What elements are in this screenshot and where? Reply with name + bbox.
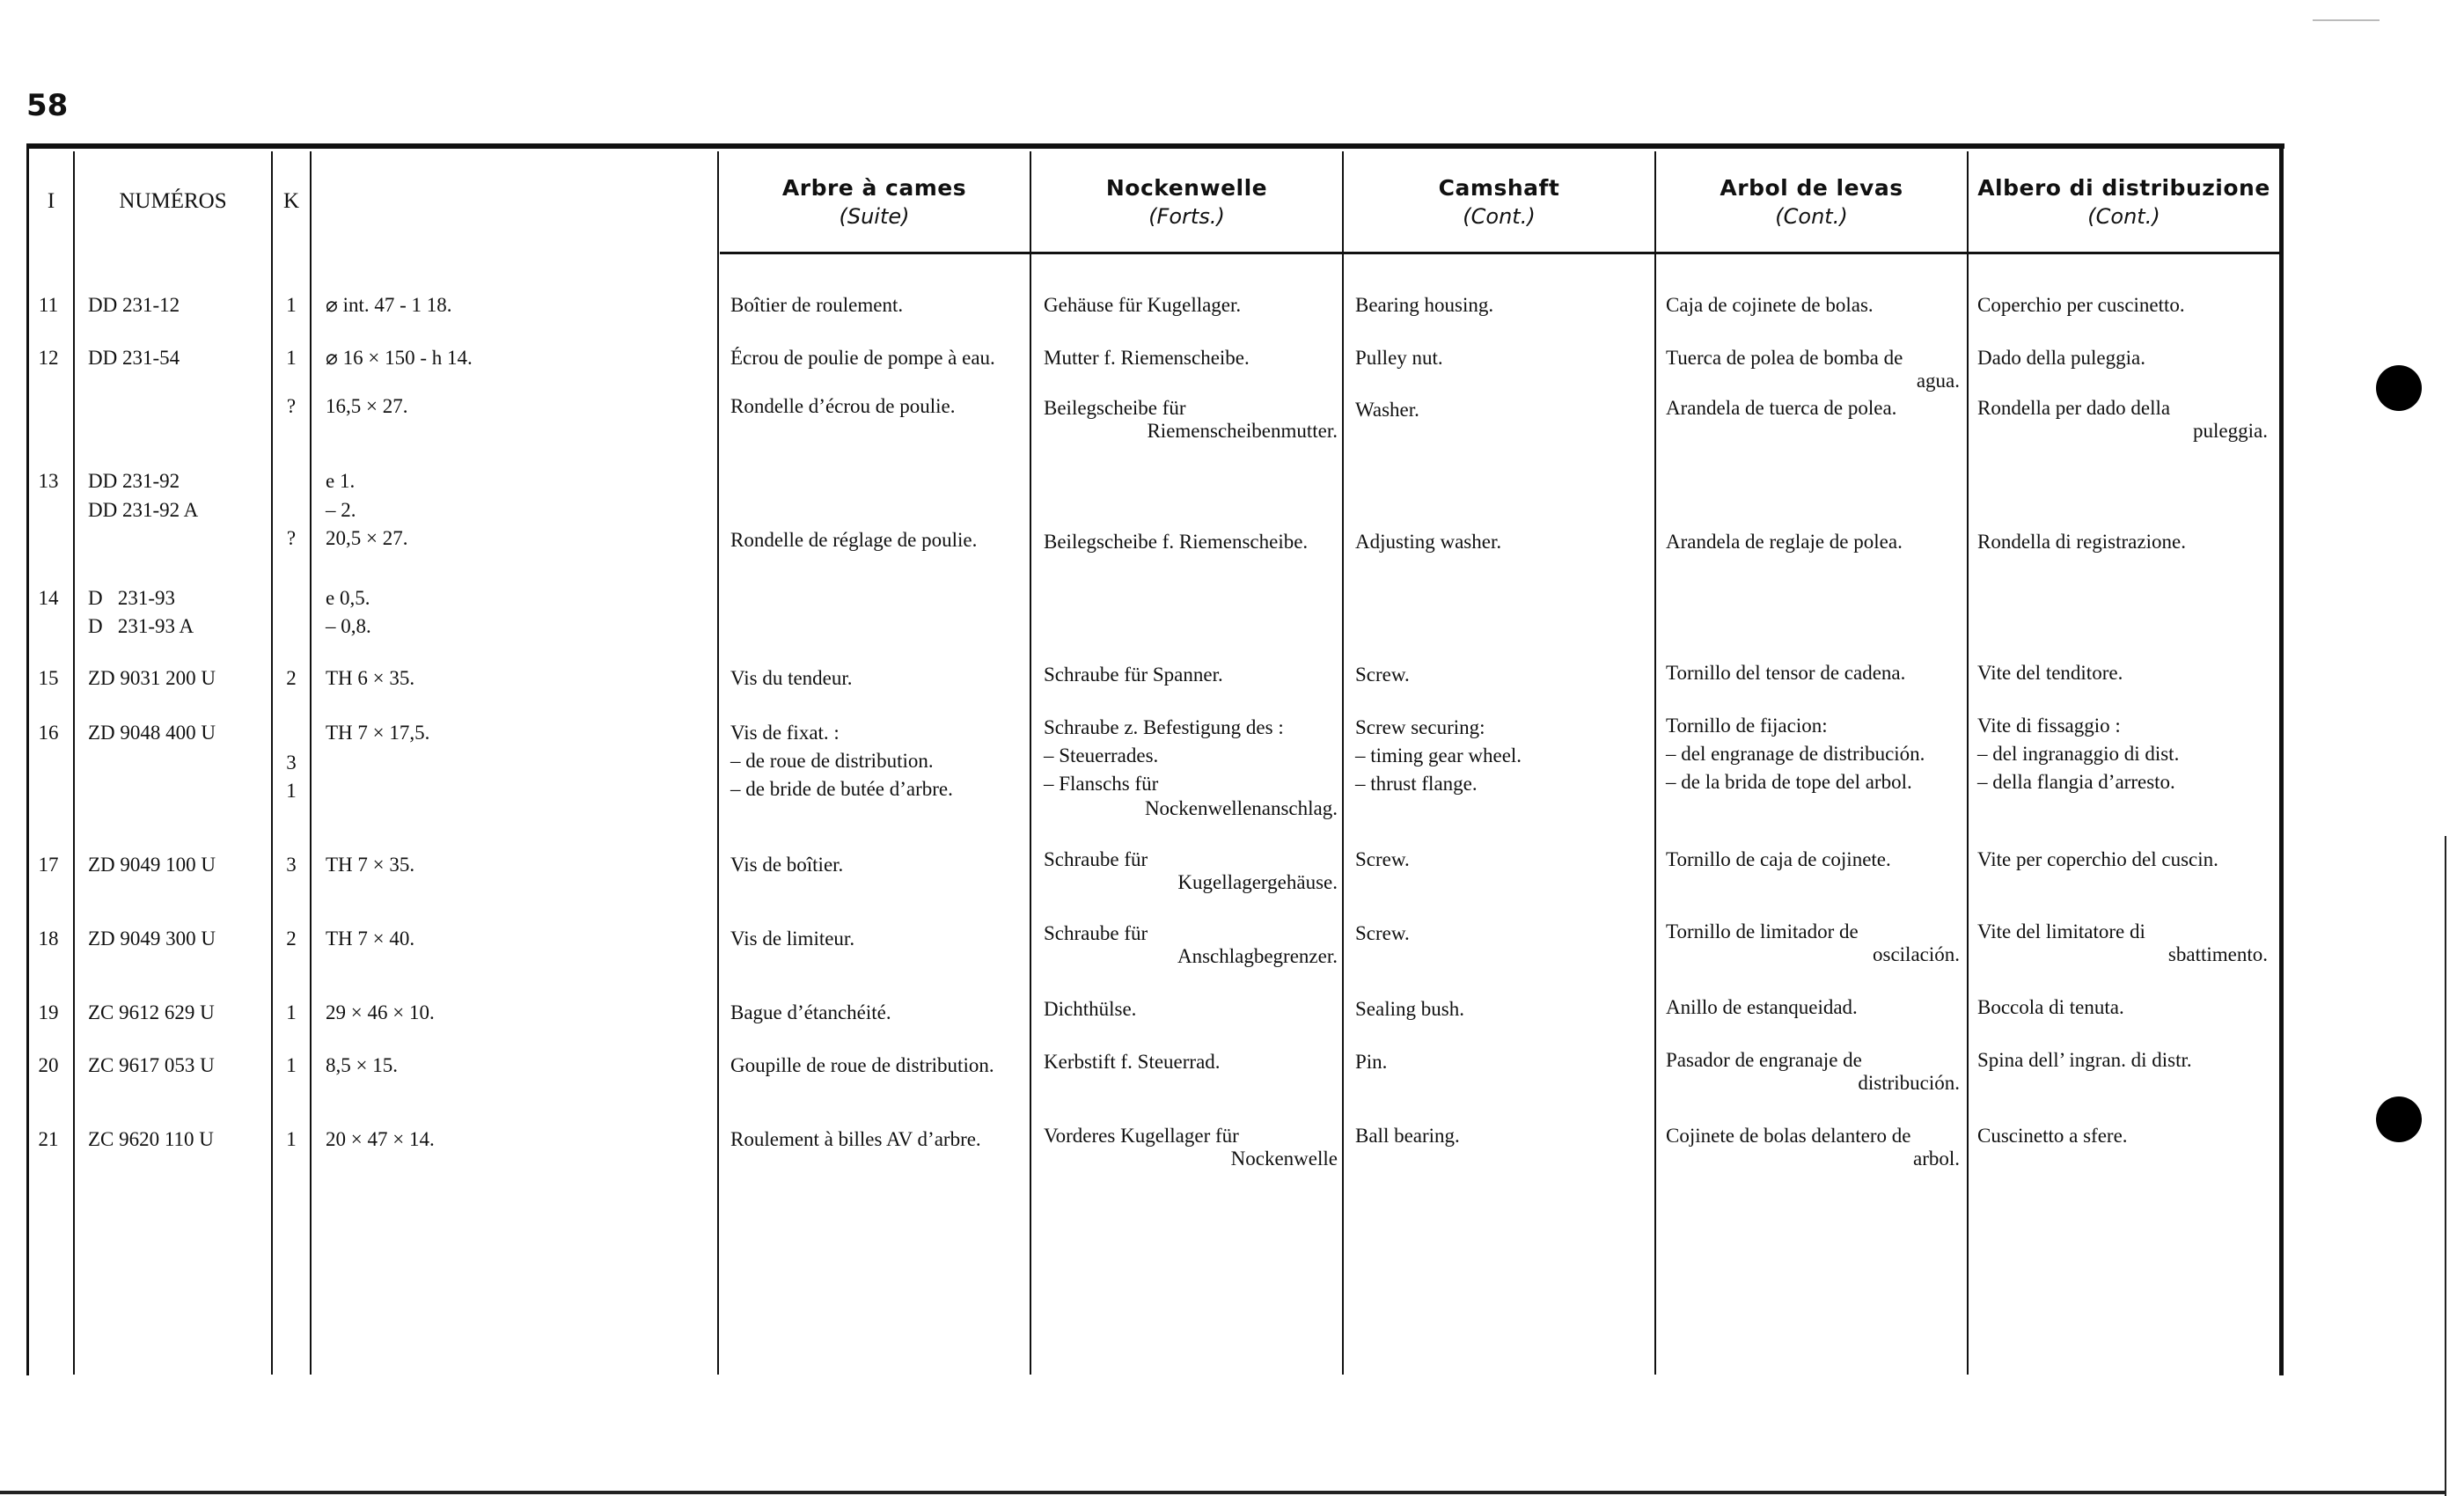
- header-spanish: [1656, 151, 1967, 252]
- header-french-sub: (Suite): [839, 203, 910, 229]
- german-description-cont: Nockenwelle: [1230, 1148, 1338, 1170]
- row-index: 19: [38, 1001, 59, 1023]
- french-description: Vis de fixat. :: [730, 722, 840, 744]
- german-description: Schraube für: [1044, 922, 1148, 944]
- top-rule: [2313, 19, 2380, 21]
- spanish-description: Cojinete de bolas delantero de: [1666, 1125, 1911, 1147]
- italian-description-cont: puleggia.: [2193, 420, 2268, 442]
- specification: ⌀ 16 × 150 - h 14.: [326, 347, 473, 369]
- header-italian-sub: (Cont.): [2087, 203, 2160, 229]
- french-description: Vis de boîtier.: [730, 854, 844, 876]
- spanish-description-cont: agua.: [1916, 370, 1960, 392]
- header-italian-title: Albero di distribuzione: [1977, 174, 2270, 201]
- quantity: 1: [286, 1054, 297, 1076]
- english-description: Sealing bush.: [1355, 998, 1464, 1020]
- french-description: Vis de limiteur.: [730, 928, 855, 950]
- german-description: Mutter f. Riemenscheibe.: [1044, 347, 1250, 369]
- header-french: [719, 151, 1030, 252]
- column-divider: [310, 151, 312, 1375]
- header-english-sub: (Cont.): [1463, 203, 1536, 229]
- italian-description: Rondella di registrazione.: [1977, 531, 2186, 553]
- spanish-description: – de la brida de tope del arbol.: [1666, 771, 1912, 793]
- french-description: Rondelle d’écrou de poulie.: [730, 395, 956, 417]
- header-english-title: Camshaft: [1438, 174, 1560, 201]
- german-description-cont: Nockenwellenanschlag.: [1144, 797, 1338, 819]
- part-number: ZD 9031 200 U: [88, 667, 216, 689]
- italian-description: Vite del limitatore di: [1977, 920, 2145, 942]
- quantity: ?: [286, 395, 297, 417]
- spanish-description: Caja de cojinete de bolas.: [1666, 294, 1874, 316]
- german-description: Dichthülse.: [1044, 998, 1137, 1020]
- specification: 20,5 × 27.: [326, 527, 408, 549]
- column-divider: [271, 151, 273, 1375]
- quantity: 1: [286, 780, 297, 802]
- italian-description-cont: sbattimento.: [2167, 943, 2268, 965]
- column-divider: [717, 151, 719, 1375]
- quantity: 1: [286, 294, 297, 316]
- german-description: Schraube z. Befestigung des :: [1044, 716, 1284, 738]
- italian-description: Vite per coperchio del cuscin.: [1977, 848, 2218, 870]
- german-description: Schraube für: [1044, 848, 1148, 870]
- english-description: Screw.: [1355, 922, 1410, 944]
- frame-right-border: [2279, 143, 2284, 1375]
- header-german: [1031, 151, 1342, 252]
- header-rule: [720, 252, 2281, 254]
- part-number: DD 231-54: [88, 347, 180, 369]
- german-description: Beilegscheibe für: [1044, 397, 1186, 419]
- header-k: K: [282, 189, 300, 213]
- french-description: Goupille de roue de distribution.: [730, 1054, 994, 1076]
- quantity: 1: [286, 1128, 297, 1150]
- specification-variant: – 2.: [326, 499, 356, 521]
- row-index: 21: [38, 1128, 59, 1150]
- spanish-description-cont: oscilación.: [1873, 943, 1960, 965]
- part-number: DD 231-92: [88, 470, 180, 492]
- italian-description: Vite di fissaggio :: [1977, 715, 2121, 737]
- column-divider: [1030, 151, 1031, 1375]
- french-description: – de roue de distribution.: [730, 750, 934, 772]
- column-divider: [1654, 151, 1656, 1375]
- quantity: ?: [286, 527, 297, 549]
- specification: e 0,5.: [326, 587, 370, 609]
- french-description: Vis du tendeur.: [730, 667, 853, 689]
- part-number: ZD 9048 400 U: [88, 722, 216, 744]
- header-spanish-sub: (Cont.): [1775, 203, 1848, 229]
- spanish-description: Pasador de engranaje de: [1666, 1049, 1862, 1071]
- column-divider: [1967, 151, 1969, 1375]
- french-description: Rondelle de réglage de poulie.: [730, 529, 978, 551]
- spanish-description: – del engranage de distribución.: [1666, 743, 1925, 765]
- row-index: 11: [38, 294, 59, 316]
- english-description: – timing gear wheel.: [1355, 744, 1522, 766]
- spanish-description-cont: arbol.: [1912, 1148, 1960, 1170]
- spanish-description: Tornillo de caja de cojinete.: [1666, 848, 1891, 870]
- specification: TH 7 × 35.: [326, 854, 415, 876]
- italian-description: Dado della puleggia.: [1977, 347, 2145, 369]
- quantity: 1: [286, 347, 297, 369]
- french-description: – de bride de butée d’arbre.: [730, 778, 953, 800]
- english-description: Bearing housing.: [1355, 294, 1494, 316]
- quantity: 2: [286, 928, 297, 950]
- spanish-description-cont: distribución.: [1858, 1072, 1960, 1094]
- english-description: Screw.: [1355, 848, 1410, 870]
- part-number: DD 231-12: [88, 294, 180, 316]
- german-description: Kerbstift f. Steuerrad.: [1044, 1051, 1221, 1073]
- spanish-description: Tornillo de limitador de: [1666, 920, 1859, 942]
- english-description: Screw.: [1355, 664, 1410, 686]
- part-number: ZC 9612 629 U: [88, 1001, 215, 1023]
- page-edge-bottom: [0, 1491, 2446, 1494]
- specification: 8,5 × 15.: [326, 1054, 398, 1076]
- english-description: Adjusting washer.: [1355, 531, 1502, 553]
- part-number: ZC 9617 053 U: [88, 1054, 215, 1076]
- german-description: Vorderes Kugellager für: [1044, 1125, 1239, 1147]
- english-description: Ball bearing.: [1355, 1125, 1460, 1147]
- specification-variant: – 0,8.: [326, 615, 371, 637]
- specification: TH 6 × 35.: [326, 667, 415, 689]
- spanish-description: Tornillo de fijacion:: [1666, 715, 1828, 737]
- german-description: Beilegscheibe f. Riemenscheibe.: [1044, 531, 1309, 553]
- german-description: – Flanschs für: [1044, 773, 1159, 795]
- part-number-variant: DD 231-92 A: [88, 499, 199, 521]
- row-index: 14: [38, 587, 59, 609]
- english-description: Screw securing:: [1355, 716, 1485, 738]
- specification: 16,5 × 27.: [326, 395, 408, 417]
- header-numeros: NUMÉROS: [119, 189, 227, 213]
- french-description: Écrou de poulie de pompe à eau.: [730, 347, 995, 369]
- row-index: 15: [38, 667, 59, 689]
- header-english: [1344, 151, 1654, 252]
- header-french-title: Arbre à cames: [781, 174, 967, 201]
- specification: 29 × 46 × 10.: [326, 1001, 435, 1023]
- spanish-description: Tornillo del tensor de cadena.: [1666, 662, 1906, 684]
- frame-left-border: [26, 143, 29, 1375]
- row-index: 18: [38, 928, 59, 950]
- header-italian: [1969, 151, 2279, 252]
- italian-description: Coperchio per cuscinetto.: [1977, 294, 2185, 316]
- specification: TH 7 × 17,5.: [326, 722, 430, 744]
- german-description: Gehäuse für Kugellager.: [1044, 294, 1242, 316]
- french-description: Roulement à billes AV d’arbre.: [730, 1128, 981, 1150]
- english-description: – thrust flange.: [1355, 773, 1478, 795]
- spanish-description: Arandela de tuerca de polea.: [1666, 397, 1897, 419]
- german-description: – Steuerrades.: [1044, 744, 1159, 766]
- german-description-cont: Kugellagergehäuse.: [1177, 871, 1338, 893]
- part-number: ZD 9049 100 U: [88, 854, 216, 876]
- part-number: ZD 9049 300 U: [88, 928, 216, 950]
- french-description: Bague d’étanchéité.: [730, 1001, 891, 1023]
- specification: 20 × 47 × 14.: [326, 1128, 435, 1150]
- specification: ⌀ int. 47 - 1 18.: [326, 294, 452, 316]
- english-description: Pin.: [1355, 1051, 1388, 1073]
- header-german-title: Nockenwelle: [1105, 174, 1268, 201]
- quantity: 3: [286, 752, 297, 774]
- row-index: 20: [38, 1054, 59, 1076]
- quantity: 3: [286, 854, 297, 876]
- italian-description: – del ingranaggio di dist.: [1977, 743, 2180, 765]
- french-description: Boîtier de roulement.: [730, 294, 904, 316]
- header-spanish-title: Arbol de levas: [1720, 174, 1903, 201]
- spanish-description: Arandela de reglaje de polea.: [1666, 531, 1903, 553]
- spanish-description: Tuerca de polea de bomba de: [1666, 347, 1903, 369]
- part-number: D 231-93: [88, 587, 176, 609]
- part-number: ZC 9620 110 U: [88, 1128, 214, 1150]
- part-number-variant: D 231-93 A: [88, 615, 194, 637]
- english-description: Pulley nut.: [1355, 347, 1443, 369]
- row-index: 12: [38, 347, 59, 369]
- specification: TH 7 × 40.: [326, 928, 415, 950]
- page-number: 58: [26, 88, 69, 123]
- page-edge-right: [2445, 836, 2446, 1496]
- english-description: Washer.: [1355, 399, 1419, 421]
- row-index: 13: [38, 470, 59, 492]
- row-index: 17: [38, 854, 59, 876]
- spanish-description: Anillo de estanqueidad.: [1666, 996, 1858, 1018]
- column-divider: [1342, 151, 1344, 1375]
- italian-description: – della flangia d’arresto.: [1977, 771, 2175, 793]
- italian-description: Rondella per dado della: [1977, 397, 2171, 419]
- german-description-cont: Anschlagbegrenzer.: [1177, 945, 1338, 967]
- german-description-cont: Riemenscheibenmutter.: [1147, 420, 1338, 442]
- quantity: 2: [286, 667, 297, 689]
- quantity: 1: [286, 1001, 297, 1023]
- punch-hole-dot: [2376, 1096, 2422, 1142]
- row-index: 16: [38, 722, 59, 744]
- german-description: Schraube für Spanner.: [1044, 664, 1223, 686]
- italian-description: Cuscinetto a sfere.: [1977, 1125, 2128, 1147]
- header-i: I: [47, 189, 55, 213]
- specification: e 1.: [326, 470, 356, 492]
- italian-description: Boccola di tenuta.: [1977, 996, 2124, 1018]
- italian-description: Spina dell’ ingran. di distr.: [1977, 1049, 2192, 1071]
- frame-top-border: [26, 143, 2284, 149]
- italian-description: Vite del tenditore.: [1977, 662, 2123, 684]
- header-german-sub: (Forts.): [1148, 203, 1225, 229]
- column-divider: [73, 151, 75, 1375]
- punch-hole-dot: [2376, 365, 2422, 411]
